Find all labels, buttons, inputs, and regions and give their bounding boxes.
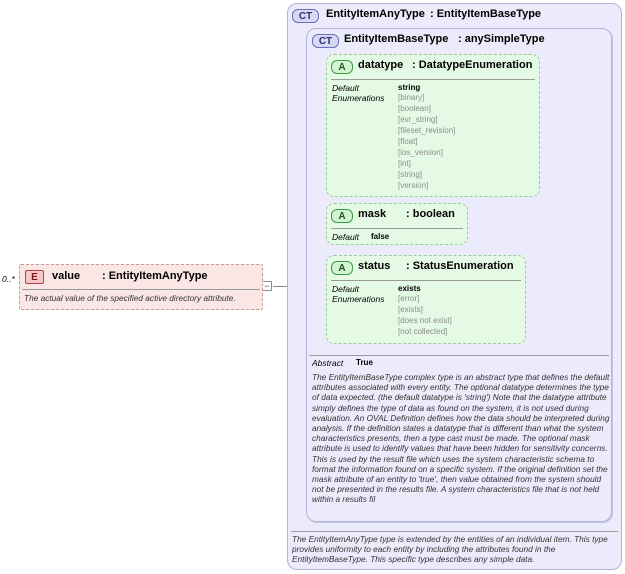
multiplicity-label: 0..* xyxy=(2,274,15,284)
attribute-name: datatype xyxy=(358,59,404,71)
attribute-badge: A xyxy=(331,261,353,275)
enumerations-label: Enumerations xyxy=(332,93,385,103)
attribute-badge: A xyxy=(331,209,353,223)
complex-type-badge: CT xyxy=(312,34,339,48)
connector-element-to-type xyxy=(273,286,287,287)
attribute-datatype[interactable] xyxy=(326,54,540,197)
element-name: value xyxy=(52,270,81,282)
enumeration-item: [error] xyxy=(398,294,420,303)
outer-type-base: : EntityItemBaseType xyxy=(430,8,542,20)
enumeration-item: [does not exist] xyxy=(398,316,452,325)
default-value: string xyxy=(398,83,421,92)
enumeration-item: [ios_version] xyxy=(398,148,443,157)
enumeration-item: [exists] xyxy=(398,305,423,314)
abstract-value: True xyxy=(356,358,373,367)
enumeration-item: [string] xyxy=(398,170,423,179)
enumeration-item: [binary] xyxy=(398,93,425,102)
enumeration-item: [not collected] xyxy=(398,327,448,336)
default-label: Default xyxy=(332,232,359,242)
default-value: false xyxy=(371,232,390,241)
element-type: : EntityItemAnyType xyxy=(102,270,208,282)
inner-type-base: : anySimpleType xyxy=(458,33,545,45)
enumerations-label: Enumerations xyxy=(332,294,385,304)
attribute-type: : StatusEnumeration xyxy=(406,260,514,272)
attribute-divider xyxy=(331,228,463,229)
enumeration-item: [float] xyxy=(398,137,418,146)
inner-type-name: EntityItemBaseType xyxy=(344,33,449,45)
expand-toggle-icon[interactable]: − xyxy=(262,281,272,291)
outer-type-divider xyxy=(291,531,618,532)
default-label: Default xyxy=(332,284,359,294)
inner-type-description: The EntityItemBaseType complex type is an abstract type that defines the default attributes associated with every entity. The optional datatype determines the type of data expected. (the default datatype is 'string') Note that the datatype attribute simply defines the type of data as found on the system, it is not used during evaluation. An OVAL Definition defines how the data should be interpreted during analysis. If the definition states a datatype that is different than what the system characteristics presents, then a type cast must be made. The optional mask attribute is used to identify values that have been hidden for sensitivity concerns. This is used by the result file which uses the system characteristic schema to format the information found on a specific system. If the original definition set the mask attribute of an entity to 'true', then value obtained from the system should not be presented in the results file. A system characteristics file that is not held within a results fil xyxy=(312,372,610,505)
complex-type-badge: CT xyxy=(292,9,319,23)
attribute-badge: A xyxy=(331,60,353,74)
element-description: The actual value of the specified active directory attribute. xyxy=(24,293,236,303)
attribute-type: : boolean xyxy=(406,208,455,220)
attribute-status[interactable] xyxy=(326,255,526,344)
enumeration-item: [evr_string] xyxy=(398,115,438,124)
outer-type-description: The EntityItemAnyType type is extended by the entities of an individual item. This type provides uniformity to each entity by including the attributes found in the EntityItemBaseType. This specific type describes any simple data. xyxy=(292,534,608,565)
element-value-box[interactable] xyxy=(19,264,263,310)
attribute-name: status xyxy=(358,260,391,272)
default-label: Default xyxy=(332,83,359,93)
attribute-name: mask xyxy=(358,208,387,220)
enumeration-item: [version] xyxy=(398,181,429,190)
element-divider xyxy=(22,289,260,290)
element-badge: E xyxy=(25,270,44,284)
abstract-label: Abstract xyxy=(312,358,344,368)
enumeration-item: [int] xyxy=(398,159,411,168)
default-value: exists xyxy=(398,284,421,293)
enumeration-item: [boolean] xyxy=(398,104,431,113)
attribute-divider xyxy=(331,79,535,80)
enumeration-item: [fileset_revision] xyxy=(398,126,456,135)
inner-type-divider xyxy=(309,355,609,356)
attribute-type: : DatatypeEnumeration xyxy=(412,59,533,71)
outer-type-name: EntityItemAnyType xyxy=(326,8,425,20)
attribute-mask[interactable] xyxy=(326,203,468,245)
attribute-divider xyxy=(331,280,521,281)
